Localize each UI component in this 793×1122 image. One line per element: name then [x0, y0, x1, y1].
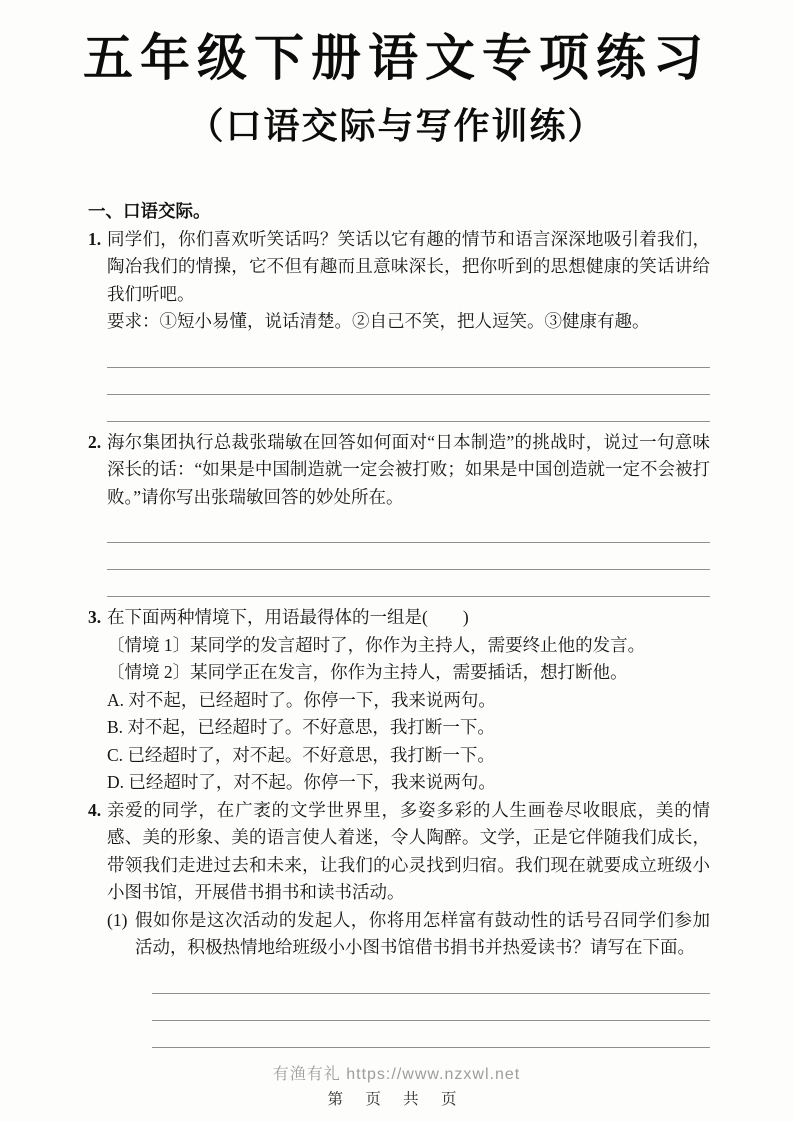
- question-4: [88, 797, 710, 1055]
- option-a-label: A.: [107, 689, 125, 710]
- question-4-sub-1-text: 假如你是这次活动的发起人，你将用怎样富有鼓动性的话号召同学们参加活动，积极热情地给班级小小图书馆借书捐书并热爱读书？请写在下面。: [135, 909, 710, 957]
- question-2-answer-lines: [107, 511, 710, 604]
- question-2-number: 2.: [88, 431, 102, 452]
- section-heading-oral-communication: 一、口语交际。: [88, 201, 211, 221]
- page-subtitle: （口语交际与写作训练）: [187, 105, 606, 146]
- question-4-sub-1: [107, 907, 710, 962]
- title-block: [0, 0, 793, 149]
- question-4-sub-1-answer-lines: [152, 962, 710, 1055]
- answer-line: [152, 994, 710, 1021]
- question-3-scenario-1: 〔情境 1〕某同学的发言超时了，你作为主持人，需要终止他的发言。: [107, 634, 646, 655]
- option-a-text: 对不起，已经超时了。你停一下，我来说两句。: [128, 689, 496, 710]
- question-3-text: 在下面两种情境下，用语最得体的一组是( ): [107, 607, 469, 627]
- question-1: [88, 226, 710, 336]
- question-4-number: 4.: [88, 799, 102, 820]
- option-d-text: 已经超时了，对不起。你停一下，我来说两句。: [128, 772, 496, 792]
- answer-line: [107, 368, 710, 395]
- answer-line: [107, 570, 710, 597]
- answer-line: [107, 341, 710, 368]
- option-b-label: B.: [107, 717, 124, 737]
- question-1-number: 1.: [88, 228, 102, 249]
- page-title: 五年级下册语文专项练习: [83, 30, 710, 86]
- page-footer: [0, 1061, 793, 1109]
- question-1-requirement: 要求：①短小易懂，说话清楚。②自己不笑，把人逗笑。③健康有趣。: [107, 311, 650, 331]
- answer-line: [107, 543, 710, 570]
- question-4-sub-1-number: (1): [107, 909, 128, 930]
- question-4-text: 亲爱的同学，在广袤的文学世界里，多姿多彩的人生画卷尽收眼底，美的情感、美的形象、美的语言使人着迷，令人陶醉。文学，正是它伴随我们成长，带领我们走进过去和未来，让我们的心灵找到归宿。我们现在就要成立班级小小图书馆，开展借书捐书和读书活动。: [107, 799, 710, 902]
- option-b-text: 对不起，已经超时了。不好意思，我打断一下。: [127, 717, 495, 737]
- question-3-option-a: [107, 687, 710, 715]
- footer-watermark: 有渔有礼 https://www.nzxwl.net: [272, 1066, 521, 1083]
- question-3: [88, 604, 710, 797]
- question-3-scenario-2: 〔情境 2〕某同学正在发言，你作为主持人，需要插话，想打断他。: [107, 662, 628, 682]
- answer-line: [152, 1021, 710, 1048]
- question-1-answer-lines: [107, 336, 710, 429]
- answer-line: [107, 516, 710, 543]
- question-2-text: 海尔集团执行总裁张瑞敏在回答如何面对“日本制造”的挑战时，说过一句意味深长的话：“如果是中国制造就一定会被打败；如果是中国创造就一定不会被打败。”请你写出张瑞敏回答的妙处所在。: [107, 431, 710, 507]
- option-d-label: D.: [107, 772, 125, 792]
- question-3-option-d: [107, 769, 710, 797]
- question-3-option-b: [107, 714, 710, 742]
- question-3-option-c: [107, 742, 710, 770]
- worksheet-content: [88, 198, 710, 1055]
- answer-line: [107, 395, 710, 422]
- question-3-number: 3.: [88, 607, 102, 627]
- question-1-text: 同学们，你们喜欢听笑话吗？笑话以它有趣的情节和语言深深地吸引着我们，陶冶我们的情操，它不但有趣而且意味深长，把你听到的思想健康的笑话讲给我们听吧。: [107, 228, 710, 304]
- option-c-label: C.: [107, 744, 124, 765]
- question-2: [88, 429, 710, 512]
- answer-line: [152, 967, 710, 994]
- footer-page-label: 第 页 共 页: [327, 1091, 466, 1108]
- option-c-text: 已经超时了，对不起。不好意思，我打断一下。: [127, 744, 495, 765]
